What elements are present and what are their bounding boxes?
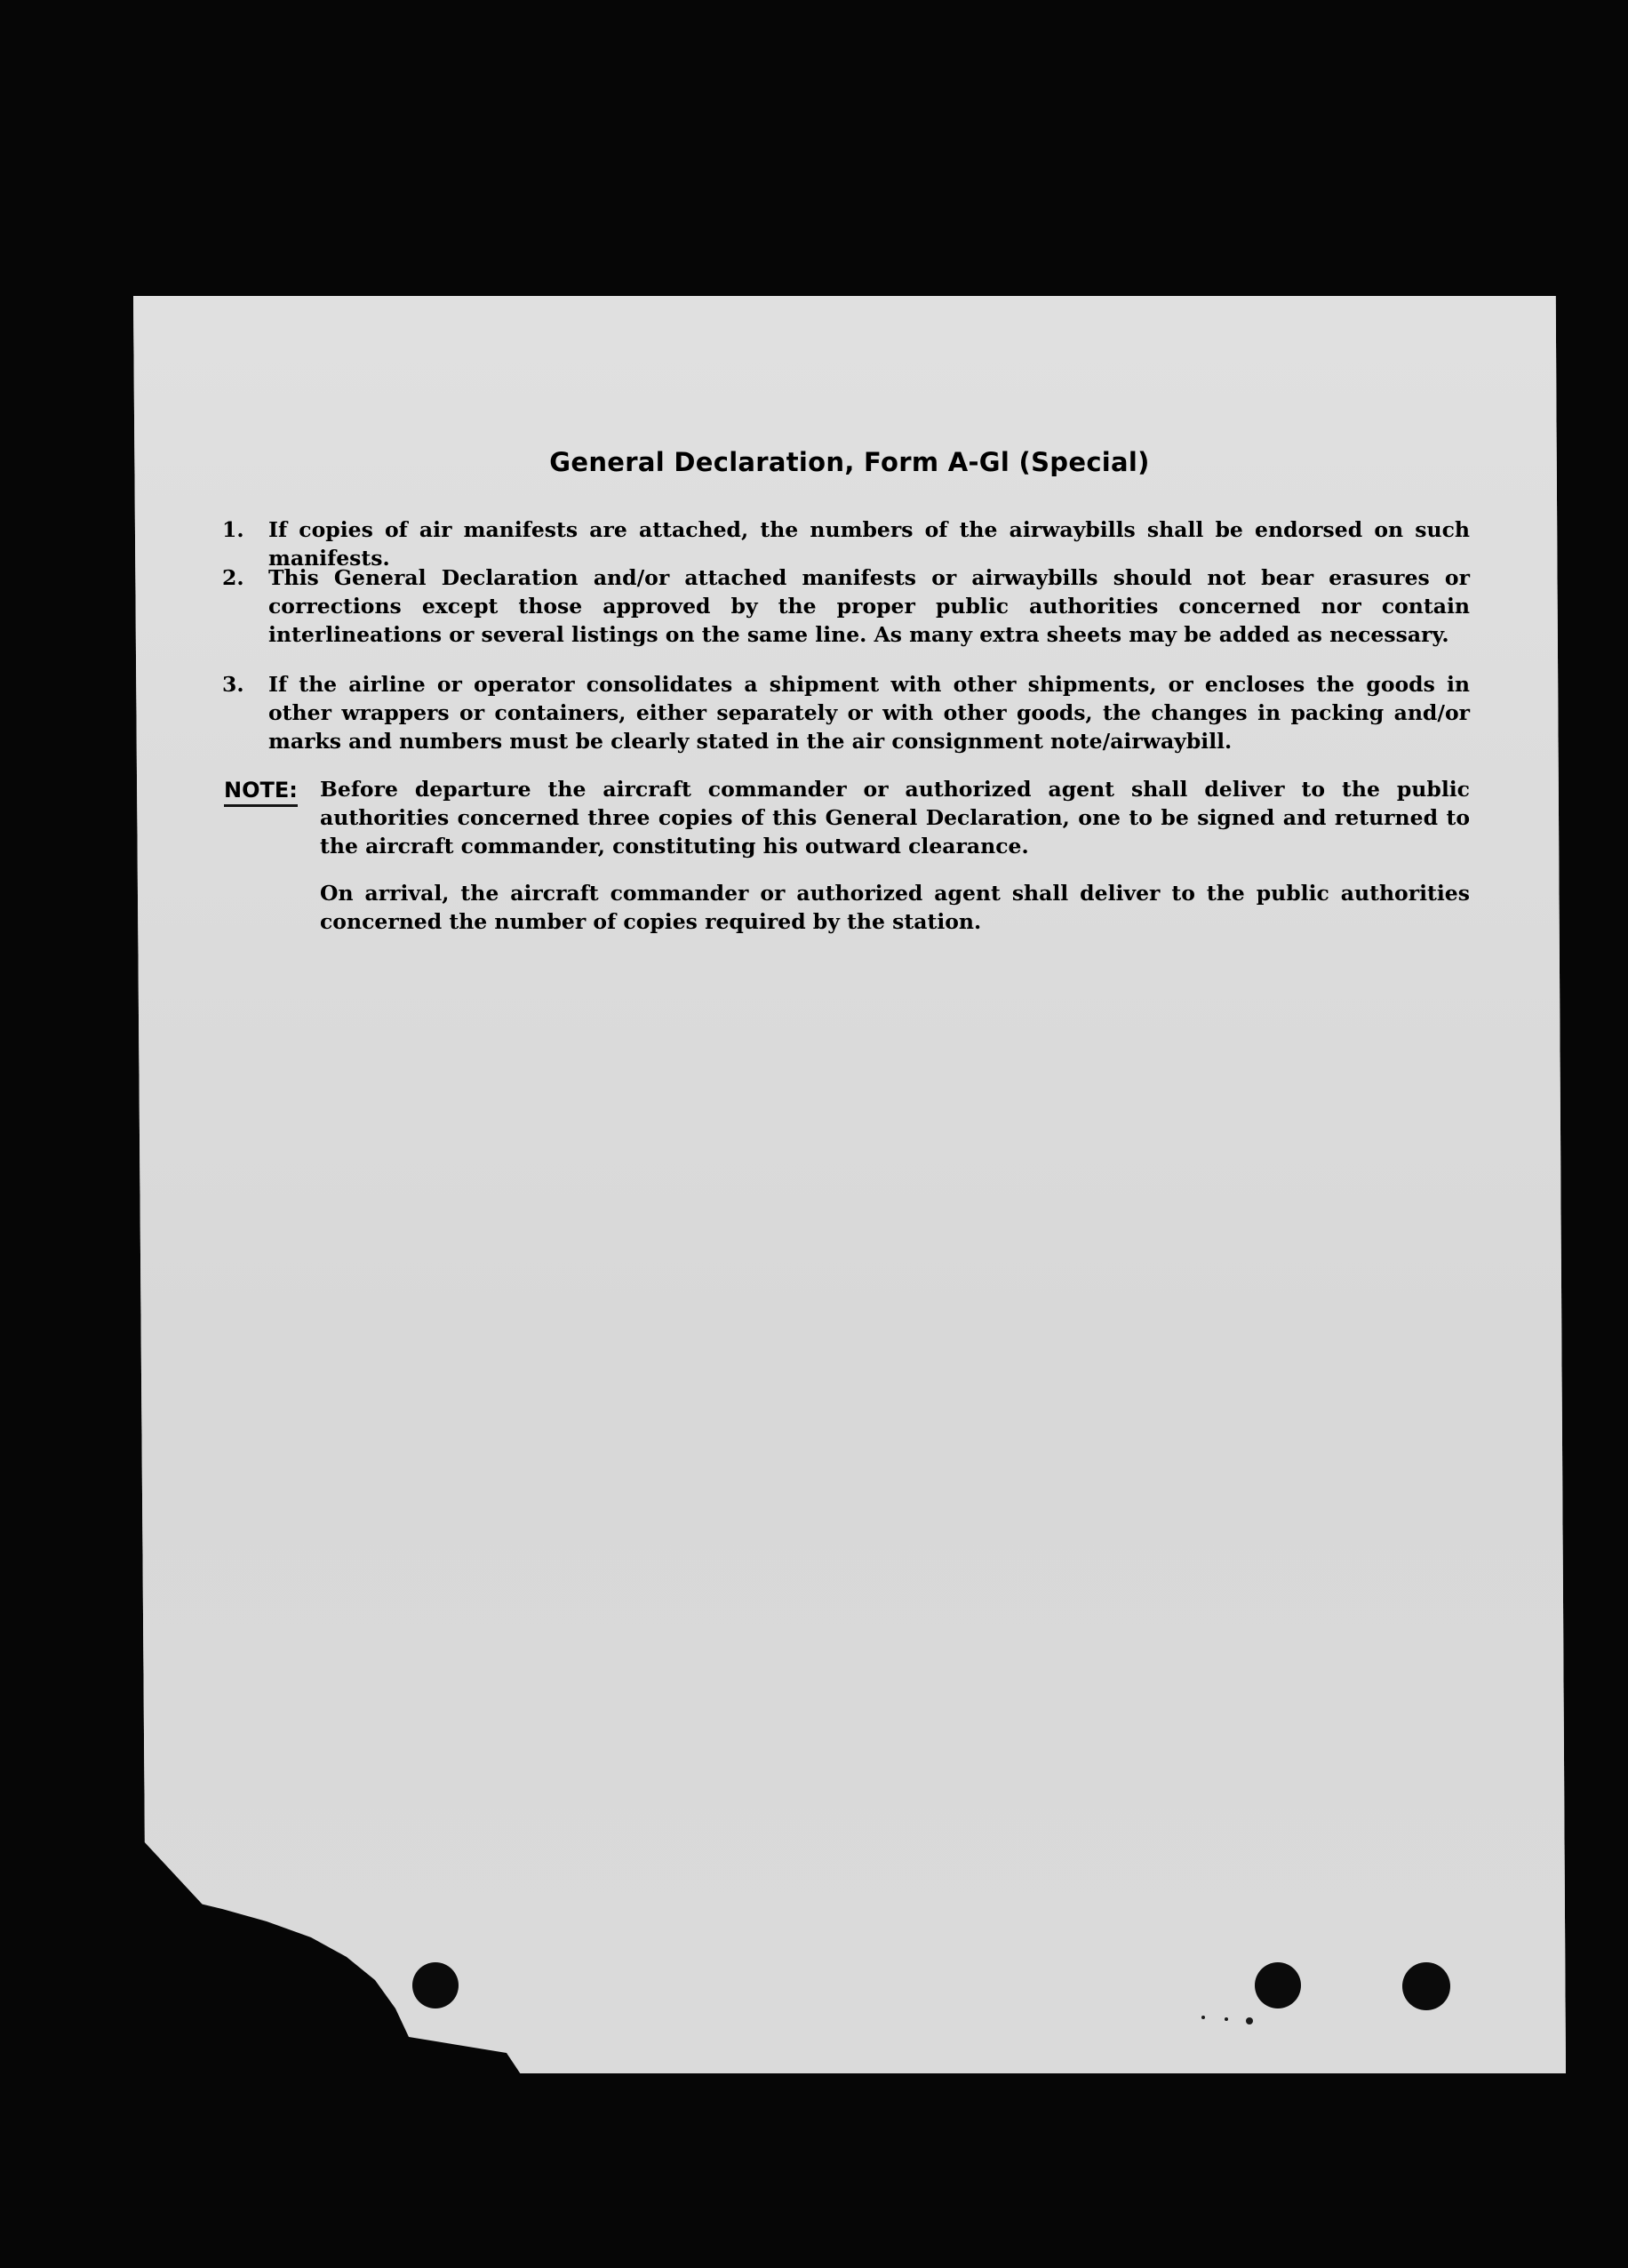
note-paragraph: On arrival, the aircraft commander or authorized agent shall deliver to the public authorities concerned the number of copies required by the station.	[320, 881, 1470, 934]
ink-speck	[1225, 2017, 1228, 2021]
note-label: NOTE:	[224, 776, 298, 807]
item-text: If the airline or operator consolidates a shipment with other shipments, or encloses the goods in other wrappers or containers, either separately or with other goods, the changes in packing and/or marks and numbers must be clearly stated in the air consignment note/airwaybill.	[268, 672, 1470, 754]
item-text: This General Declaration and/or attached manifests or airwaybills should not bear erasures or corrections except those approved by the proper public authorities concerned nor contain interlineations or several listings on the same line. As many extra sheets may be added as necessary.	[268, 565, 1470, 647]
item-number: 2.	[222, 565, 244, 590]
ink-speck	[1201, 2016, 1205, 2019]
item-text: If copies of air manifests are attached, the numbers of the airwaybills shall be endorsed on such manifests.	[268, 517, 1470, 571]
item-number: 3.	[222, 672, 244, 697]
note-paragraph: Before departure the aircraft commander or authorized agent shall deliver to the public authorities concerned three copies of this General Declaration, one to be signed and returned to the aircraft commander, constituting his outward clearance.	[320, 777, 1470, 858]
punch-hole-right	[1402, 1962, 1450, 2010]
ink-speck	[1246, 2017, 1253, 2024]
item-number: 1.	[222, 517, 244, 542]
punch-hole-left	[412, 1962, 459, 2008]
torn-corner	[142, 1875, 524, 2080]
document-title: General Declaration, Form A-Gl (Special)	[549, 447, 1150, 477]
punch-hole-middle	[1255, 1962, 1301, 2008]
